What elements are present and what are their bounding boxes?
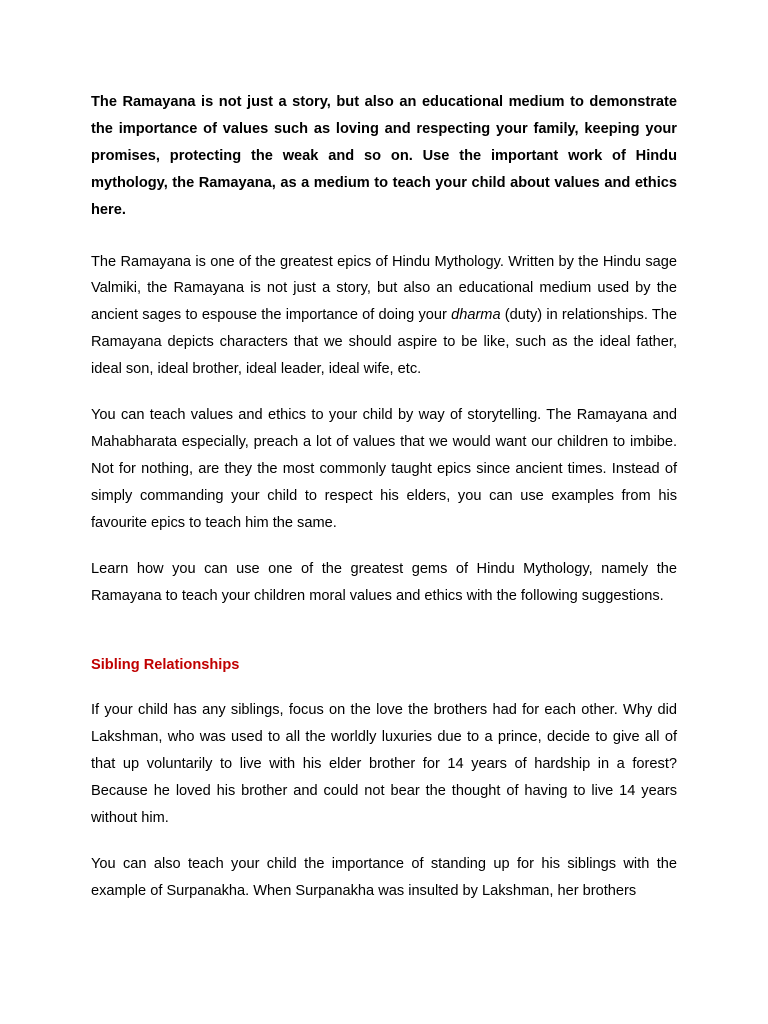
dharma-emphasis: dharma [451, 307, 501, 324]
surpanakha-paragraph: You can also teach your child the importance of standing up for his siblings with the example of Surpanakha. When Surpanakha was insulted by Lakshman, her brothers [91, 855, 677, 899]
ramayana-intro-paragraph [91, 249, 677, 384]
sibling-relationships-heading: Sibling Relationships [91, 657, 240, 674]
paragraph-text-after: (duty) in relationships. The Ramayana depicts characters that we should aspire to be like, such as the ideal father, ideal son, ideal brother, ideal leader, ideal wife, etc. [91, 307, 677, 378]
intro-paragraph: The Ramayana is not just a story, but also an educational medium to demonstrate the importance of values such as loving and respecting your family, keeping your promises, protecting the weak and so on. Use the important work of Hindu mythology, the Ramayana, as a medium to teach your child about values and ethics here. [91, 94, 677, 218]
document-page [91, 89, 677, 905]
siblings-love-paragraph: If your child has any siblings, focus on the love the brothers had for each other. Why did Lakshman, who was used to all the worldly luxuries due to a prince, decide to give all of that up voluntarily to live with his elder brother for 14 years of hardship in a forest? Because he loved his brother and could not bear the thought of having to live 14 years without him. [91, 702, 677, 826]
storytelling-paragraph: You can teach values and ethics to your child by way of storytelling. The Ramayana and Mahabharata especially, preach a lot of values that we would want our children to imbibe. Not for nothing, are they the most commonly taught epics since ancient times. Instead of simply commanding your child to respect his elders, you can use examples from his favourite epics to teach him the same. [91, 407, 677, 531]
paragraph-text-before: The Ramayana is one of the greatest epics of Hindu Mythology. Written by the Hindu sage Valmiki, the Ramayana is not just a story, but also an educational medium used by the ancient sages to espouse the importance of doing your [91, 253, 677, 324]
suggestions-paragraph: Learn how you can use one of the greatest gems of Hindu Mythology, namely the Ramayana to teach your children moral values and ethics with the following suggestions. [91, 560, 677, 604]
